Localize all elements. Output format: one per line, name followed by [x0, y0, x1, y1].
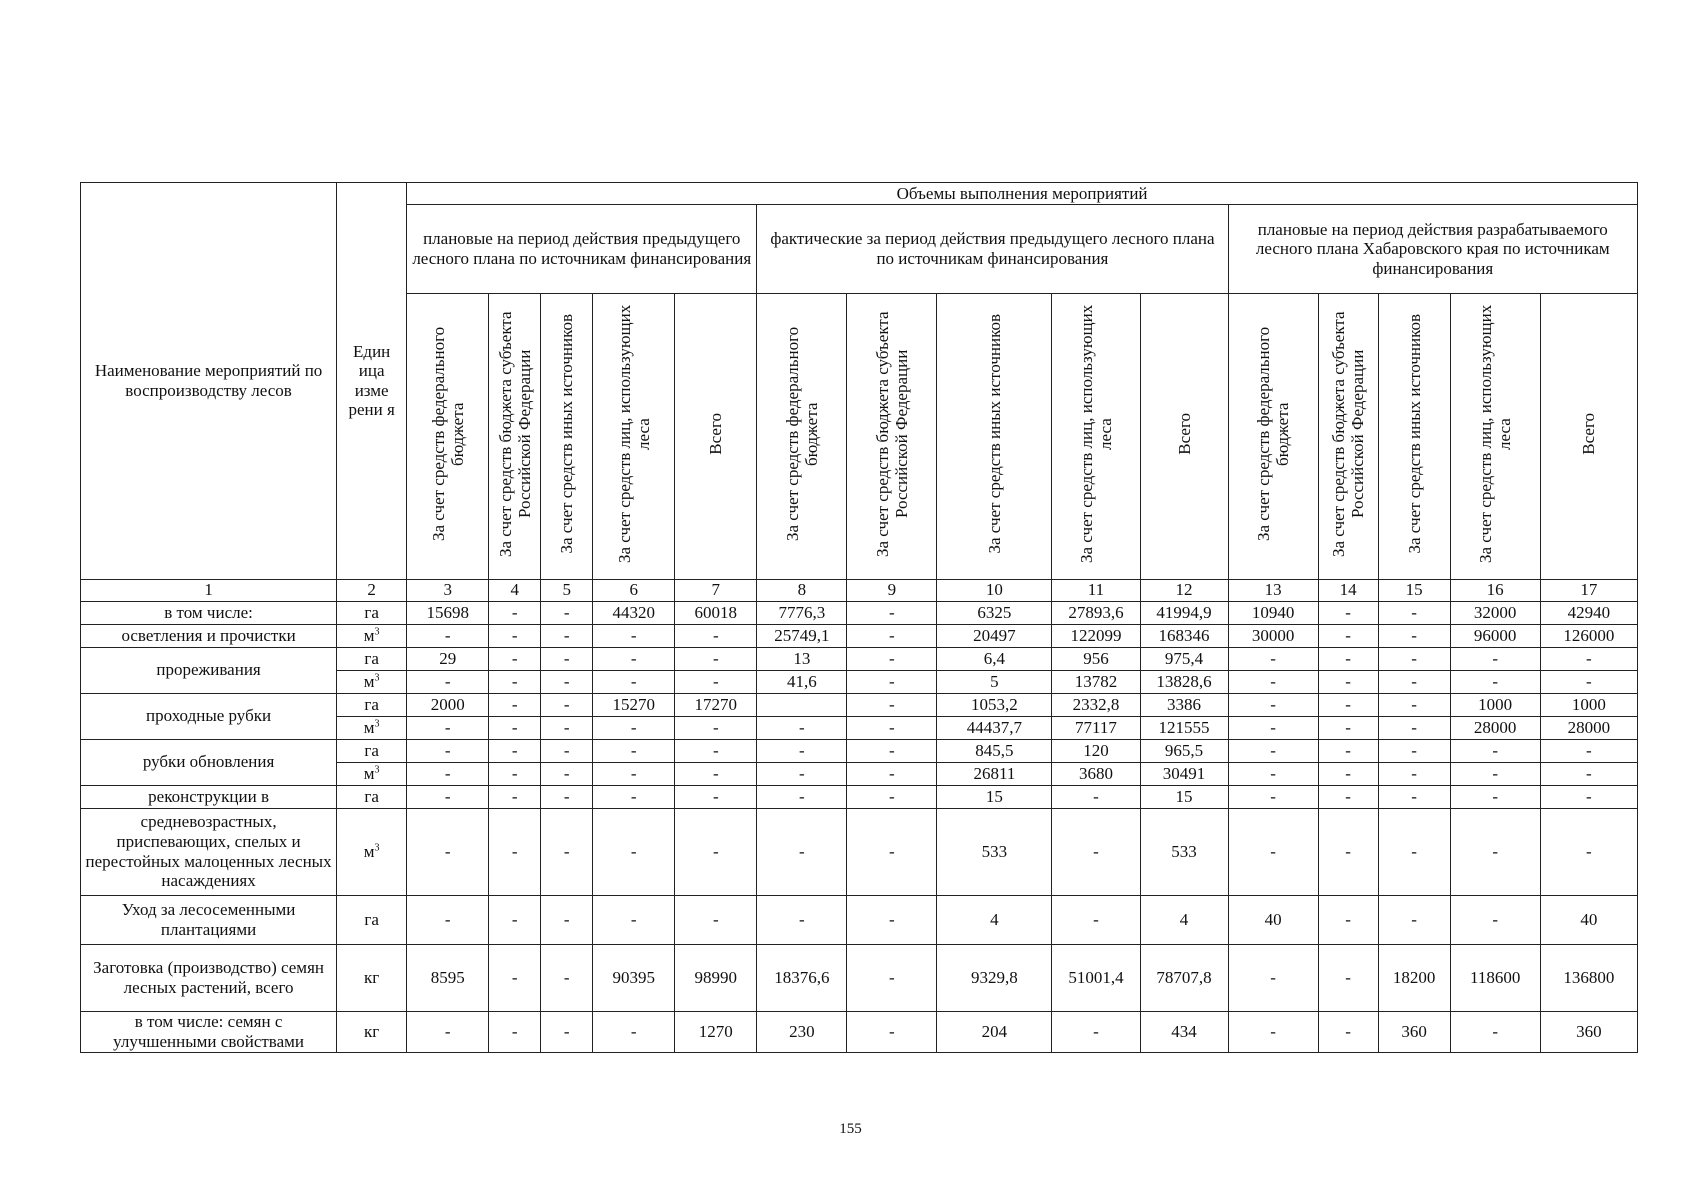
cell-value: 17270 [675, 693, 757, 716]
header-subcol: За счет средств иных источников [541, 294, 593, 580]
cell-value: - [1450, 647, 1540, 670]
row-name: прореживания [81, 647, 337, 693]
cell-value: - [1228, 739, 1318, 762]
cell-value: - [1318, 693, 1378, 716]
cell-value: 3680 [1052, 762, 1140, 785]
row-unit: га [337, 785, 407, 808]
cell-value: - [847, 716, 937, 739]
cell-value: - [1450, 762, 1540, 785]
cell-value: - [757, 716, 847, 739]
cell-value: 118600 [1450, 944, 1540, 1011]
column-number: 3 [407, 579, 489, 601]
cell-value: 40 [1540, 895, 1637, 944]
row-name: Уход за лесосеменными плантациями [81, 895, 337, 944]
column-number: 11 [1052, 579, 1140, 601]
cell-value: - [593, 1011, 675, 1052]
cell-value: - [541, 693, 593, 716]
column-number: 1 [81, 579, 337, 601]
cell-value: 434 [1140, 1011, 1228, 1052]
cell-value: 8595 [407, 944, 489, 1011]
column-number: 10 [937, 579, 1052, 601]
cell-value: - [1052, 895, 1140, 944]
cell-value: - [675, 785, 757, 808]
cell-value: - [489, 693, 541, 716]
cell-value: 4 [937, 895, 1052, 944]
cell-value: - [1540, 785, 1637, 808]
cell-value: - [1378, 808, 1450, 895]
cell-value: 77117 [1052, 716, 1140, 739]
cell-value: 90395 [593, 944, 675, 1011]
cell-value: - [1052, 808, 1140, 895]
cell-value: 28000 [1450, 716, 1540, 739]
cell-value: 121555 [1140, 716, 1228, 739]
cell-value: 1000 [1540, 693, 1637, 716]
cell-value: - [757, 785, 847, 808]
cell-value: 60018 [675, 601, 757, 624]
header-group-planned-new: плановые на период действия разрабатываемого лесного плана Хабаровского края по источникам финансирования [1228, 205, 1637, 294]
header-unit-column: Един ица изме рени я [337, 183, 407, 580]
header-group-actual-previous: фактические за период действия предыдущего лесного плана по источникам финансирования [757, 205, 1228, 294]
cell-value: - [593, 670, 675, 693]
cell-value: - [1378, 601, 1450, 624]
cell-value: - [407, 895, 489, 944]
cell-value: 15698 [407, 601, 489, 624]
column-number: 14 [1318, 579, 1378, 601]
header-subcol: Всего [1140, 294, 1228, 580]
cell-value: 4 [1140, 895, 1228, 944]
cell-value: - [1318, 762, 1378, 785]
cell-value: - [1378, 624, 1450, 647]
reforestation-table [80, 182, 1638, 1053]
cell-value: 96000 [1450, 624, 1540, 647]
row-name: в том числе: семян с улучшенными свойствами [81, 1011, 337, 1052]
cell-value: - [1450, 739, 1540, 762]
cell-value: - [541, 601, 593, 624]
cell-value: - [1378, 670, 1450, 693]
cell-value: 533 [937, 808, 1052, 895]
cell-value: 27893,6 [1052, 601, 1140, 624]
cell-value: - [489, 739, 541, 762]
cell-value: - [407, 785, 489, 808]
cell-value: 15 [1140, 785, 1228, 808]
cell-value: - [489, 716, 541, 739]
cell-value: - [1318, 785, 1378, 808]
cell-value: 3386 [1140, 693, 1228, 716]
cell-value: - [593, 739, 675, 762]
cell-value: - [593, 808, 675, 895]
cell-value [757, 693, 847, 716]
cell-value: - [541, 716, 593, 739]
cell-value: 1053,2 [937, 693, 1052, 716]
cell-value: - [1228, 762, 1318, 785]
header-subcol: За счет средств лиц, использующих леса [1450, 294, 1540, 580]
cell-value: - [489, 762, 541, 785]
header-subcol: Всего [1540, 294, 1637, 580]
cell-value: 78707,8 [1140, 944, 1228, 1011]
cell-value: 32000 [1450, 601, 1540, 624]
column-number: 2 [337, 579, 407, 601]
table-row [81, 895, 1638, 944]
row-unit: кг [337, 1011, 407, 1052]
cell-value: 7776,3 [757, 601, 847, 624]
cell-value: - [1450, 1011, 1540, 1052]
cell-value: 1270 [675, 1011, 757, 1052]
cell-value: - [1228, 785, 1318, 808]
cell-value: - [1318, 624, 1378, 647]
column-number: 16 [1450, 579, 1540, 601]
row-name: проходные рубки [81, 693, 337, 739]
column-number: 9 [847, 579, 937, 601]
header-subcol: За счет средств бюджета субъекта Российской Федерации [1318, 294, 1378, 580]
cell-value: - [1228, 670, 1318, 693]
column-number: 13 [1228, 579, 1318, 601]
cell-value: 360 [1540, 1011, 1637, 1052]
cell-value: - [489, 670, 541, 693]
header-name-column: Наименование мероприятий по воспроизводству лесов [81, 183, 337, 580]
cell-value: - [489, 808, 541, 895]
row-unit: га [337, 647, 407, 670]
row-unit: кг [337, 944, 407, 1011]
cell-value: 41,6 [757, 670, 847, 693]
cell-value: - [1450, 808, 1540, 895]
cell-value: - [593, 624, 675, 647]
cell-value: - [1228, 944, 1318, 1011]
cell-value: - [1228, 647, 1318, 670]
row-unit: $м^3$ [337, 624, 407, 647]
cell-value: 122099 [1052, 624, 1140, 647]
cell-value: - [489, 785, 541, 808]
cell-value: - [1228, 693, 1318, 716]
cell-value: - [675, 670, 757, 693]
table-row [81, 601, 1638, 624]
cell-value: - [847, 895, 937, 944]
header-subcol: За счет средств иных источников [937, 294, 1052, 580]
header-group-planned-previous: плановые на период действия предыдущего лесного плана по источникам финансирования [407, 205, 757, 294]
cell-value: 28000 [1540, 716, 1637, 739]
cell-value: - [593, 762, 675, 785]
cell-value: - [489, 895, 541, 944]
cell-value: - [675, 762, 757, 785]
cell-value: - [1228, 1011, 1318, 1052]
cell-value: 126000 [1540, 624, 1637, 647]
table-row [81, 1011, 1638, 1052]
cell-value: - [1378, 693, 1450, 716]
column-number: 12 [1140, 579, 1228, 601]
cell-value: - [489, 944, 541, 1011]
cell-value: - [489, 1011, 541, 1052]
cell-value: - [541, 624, 593, 647]
cell-value: 10940 [1228, 601, 1318, 624]
cell-value: - [847, 624, 937, 647]
header-subcol: За счет средств федерального бюджета [407, 294, 489, 580]
cell-value: - [593, 895, 675, 944]
cell-value: - [1318, 944, 1378, 1011]
cell-value: - [1318, 601, 1378, 624]
cell-value: - [847, 693, 937, 716]
cell-value: 41994,9 [1140, 601, 1228, 624]
cell-value: - [1378, 762, 1450, 785]
cell-value: 956 [1052, 647, 1140, 670]
header-subcol: За счет средств бюджета субъекта Российской Федерации [847, 294, 937, 580]
row-name: в том числе: [81, 601, 337, 624]
cell-value: - [1318, 808, 1378, 895]
cell-value: 18200 [1378, 944, 1450, 1011]
cell-value: - [541, 647, 593, 670]
cell-value: 25749,1 [757, 624, 847, 647]
cell-value: - [1450, 785, 1540, 808]
cell-value: 136800 [1540, 944, 1637, 1011]
cell-value: - [1378, 647, 1450, 670]
header-subcol: За счет средств бюджета субъекта Российской Федерации [489, 294, 541, 580]
cell-value: 5 [937, 670, 1052, 693]
cell-value: 42940 [1540, 601, 1637, 624]
cell-value: 204 [937, 1011, 1052, 1052]
table-row [81, 693, 1638, 716]
table-row [81, 624, 1638, 647]
cell-value: 13782 [1052, 670, 1140, 693]
cell-value: 230 [757, 1011, 847, 1052]
cell-value: 18376,6 [757, 944, 847, 1011]
cell-value: - [1318, 739, 1378, 762]
cell-value: - [541, 762, 593, 785]
row-unit: га [337, 895, 407, 944]
cell-value: - [541, 808, 593, 895]
row-name: реконструкции в [81, 785, 337, 808]
cell-value: - [541, 739, 593, 762]
cell-value: - [675, 716, 757, 739]
cell-value: 360 [1378, 1011, 1450, 1052]
cell-value: 6,4 [937, 647, 1052, 670]
cell-value: - [541, 670, 593, 693]
cell-value: - [407, 624, 489, 647]
row-unit: га [337, 601, 407, 624]
cell-value: 168346 [1140, 624, 1228, 647]
cell-value: - [541, 785, 593, 808]
cell-value: 26811 [937, 762, 1052, 785]
row-unit: $м^3$ [337, 808, 407, 895]
cell-value: - [1450, 670, 1540, 693]
row-name: Заготовка (производство) семян лесных растений, всего [81, 944, 337, 1011]
cell-value: 975,4 [1140, 647, 1228, 670]
row-unit: $м^3$ [337, 670, 407, 693]
cell-value: - [675, 624, 757, 647]
cell-value: - [1318, 647, 1378, 670]
cell-value: 30000 [1228, 624, 1318, 647]
header-subcol: За счет средств федерального бюджета [757, 294, 847, 580]
document-page [80, 182, 1638, 1053]
header-subcol: За счет средств федерального бюджета [1228, 294, 1318, 580]
cell-value: - [407, 716, 489, 739]
cell-value: 29 [407, 647, 489, 670]
cell-value: - [489, 601, 541, 624]
cell-value: 15270 [593, 693, 675, 716]
cell-value: - [757, 808, 847, 895]
cell-value: - [757, 895, 847, 944]
cell-value: - [407, 670, 489, 693]
cell-value: - [847, 808, 937, 895]
cell-value: - [489, 647, 541, 670]
row-unit: га [337, 739, 407, 762]
cell-value: - [757, 762, 847, 785]
cell-value: - [1450, 895, 1540, 944]
cell-value: - [675, 739, 757, 762]
header-subcol: Всего [675, 294, 757, 580]
row-name: осветления и прочистки [81, 624, 337, 647]
cell-value: 20497 [937, 624, 1052, 647]
cell-value: 533 [1140, 808, 1228, 895]
cell-value: - [847, 670, 937, 693]
cell-value: - [1540, 647, 1637, 670]
cell-value: - [1318, 670, 1378, 693]
cell-value: - [847, 739, 937, 762]
cell-value: - [847, 1011, 937, 1052]
header-subcol: За счет средств лиц, использующих леса [593, 294, 675, 580]
cell-value: - [675, 895, 757, 944]
cell-value: 1000 [1450, 693, 1540, 716]
cell-value: - [1540, 762, 1637, 785]
cell-value: - [1378, 785, 1450, 808]
cell-value: - [847, 785, 937, 808]
column-number: 6 [593, 579, 675, 601]
column-number: 5 [541, 579, 593, 601]
row-name: средневозрастных, приспевающих, спелых и перестойных малоценных лесных насаждениях [81, 808, 337, 895]
column-number: 7 [675, 579, 757, 601]
cell-value: 15 [937, 785, 1052, 808]
cell-value: - [489, 624, 541, 647]
cell-value: 51001,4 [1052, 944, 1140, 1011]
cell-value: 30491 [1140, 762, 1228, 785]
cell-value: - [1318, 716, 1378, 739]
cell-value: 2332,8 [1052, 693, 1140, 716]
cell-value: - [407, 808, 489, 895]
column-number: 15 [1378, 579, 1450, 601]
cell-value: 120 [1052, 739, 1140, 762]
cell-value: 13828,6 [1140, 670, 1228, 693]
page-number: 155 [839, 1121, 862, 1137]
cell-value: - [541, 1011, 593, 1052]
cell-value: - [847, 601, 937, 624]
cell-value: - [847, 762, 937, 785]
cell-value: - [1052, 1011, 1140, 1052]
cell-value: - [1228, 808, 1318, 895]
cell-value: - [593, 716, 675, 739]
cell-value: 13 [757, 647, 847, 670]
table-row [81, 647, 1638, 670]
cell-value: - [593, 785, 675, 808]
cell-value: - [847, 944, 937, 1011]
cell-value: 44437,7 [937, 716, 1052, 739]
row-unit: $м^3$ [337, 716, 407, 739]
cell-value: - [675, 647, 757, 670]
cell-value: - [847, 647, 937, 670]
cell-value: - [1052, 785, 1140, 808]
header-subcol: За счет средств лиц, использующих леса [1052, 294, 1140, 580]
cell-value: - [593, 647, 675, 670]
cell-value: - [1540, 670, 1637, 693]
cell-value: - [1378, 895, 1450, 944]
cell-value: 2000 [407, 693, 489, 716]
cell-value: - [541, 944, 593, 1011]
header-volumes: Объемы выполнения мероприятий [407, 183, 1638, 205]
cell-value: 965,5 [1140, 739, 1228, 762]
cell-value: - [757, 739, 847, 762]
table-row [81, 739, 1638, 762]
cell-value: 6325 [937, 601, 1052, 624]
column-number: 8 [757, 579, 847, 601]
cell-value: 9329,8 [937, 944, 1052, 1011]
row-name: рубки обновления [81, 739, 337, 785]
cell-value: - [1540, 739, 1637, 762]
cell-value: - [1318, 1011, 1378, 1052]
cell-value: - [1378, 716, 1450, 739]
cell-value: - [675, 808, 757, 895]
cell-value: - [541, 895, 593, 944]
row-unit: $м^3$ [337, 762, 407, 785]
cell-value: 40 [1228, 895, 1318, 944]
cell-value: - [1318, 895, 1378, 944]
cell-value: 44320 [593, 601, 675, 624]
cell-value: - [1378, 739, 1450, 762]
cell-value: 845,5 [937, 739, 1052, 762]
column-number: 4 [489, 579, 541, 601]
table-row [81, 785, 1638, 808]
table-row [81, 944, 1638, 1011]
column-number: 17 [1540, 579, 1637, 601]
cell-value: - [407, 1011, 489, 1052]
cell-value: - [407, 739, 489, 762]
cell-value: 98990 [675, 944, 757, 1011]
cell-value: - [1228, 716, 1318, 739]
header-subcol: За счет средств иных источников [1378, 294, 1450, 580]
cell-value: - [407, 762, 489, 785]
cell-value: - [1540, 808, 1637, 895]
row-unit: га [337, 693, 407, 716]
table-row [81, 808, 1638, 895]
